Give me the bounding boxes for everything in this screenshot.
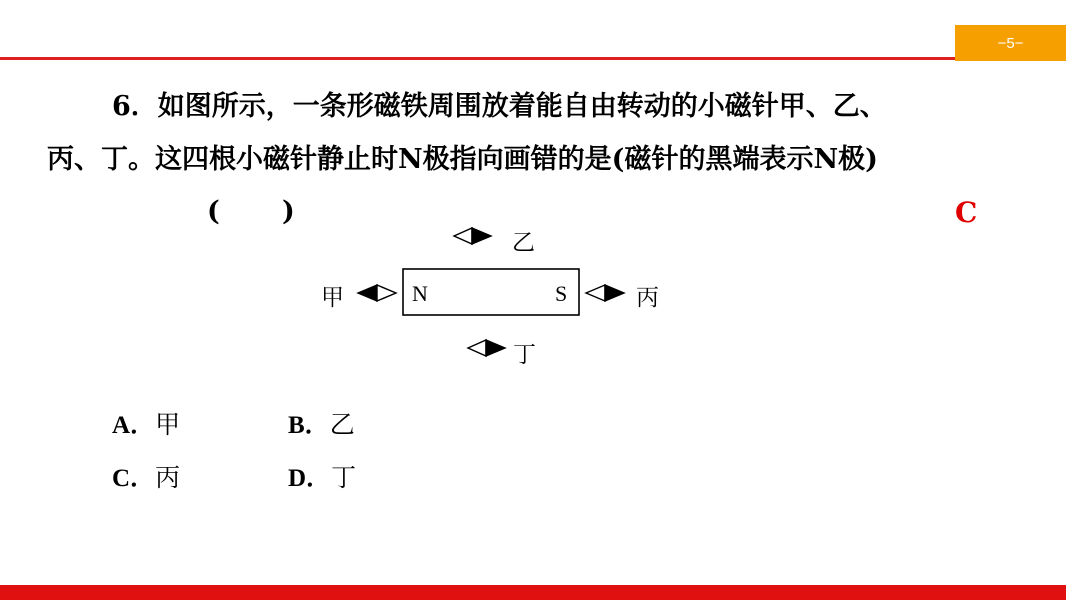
answer-bracket-open: ( — [207, 196, 220, 227]
option-b-letter: B． — [288, 412, 330, 439]
option-b[interactable] — [288, 405, 355, 441]
label-ding: 丁 — [513, 342, 536, 368]
option-a-letter: A． — [112, 412, 156, 439]
compass-needle-ding — [468, 340, 505, 356]
option-c[interactable] — [112, 458, 180, 494]
question-line-1: 6．如图所示，一条形磁铁周围放着能自由转动的小磁针甲、乙、 — [112, 91, 887, 122]
option-d-text: 丁 — [331, 463, 357, 492]
option-d-letter: D． — [288, 465, 332, 492]
compass-needle-yi — [454, 228, 491, 244]
compass-needle-bing — [586, 285, 624, 301]
option-b-text: 乙 — [329, 410, 355, 439]
bar-magnet — [403, 269, 579, 315]
label-jia: 甲 — [321, 285, 344, 311]
answer-key: C — [955, 196, 978, 229]
option-c-text: 丙 — [155, 463, 181, 492]
magnet-s-label: S — [555, 281, 568, 306]
footer-rule — [0, 585, 1066, 600]
compass-needle-jia — [358, 285, 396, 301]
answer-bracket-close: ) — [282, 196, 295, 227]
option-d[interactable] — [288, 458, 356, 494]
question-line-2: 丙、丁。这四根小磁针静止时N极指向画错的是(磁针的黑端表示N极) — [47, 144, 878, 175]
option-c-letter: C． — [112, 465, 156, 492]
page-number-badge: −5− — [955, 25, 1066, 61]
option-a[interactable] — [112, 405, 180, 441]
label-bing: 丙 — [636, 285, 659, 311]
option-a-text: 甲 — [155, 410, 181, 439]
magnet-n-label: N — [412, 281, 428, 306]
label-yi: 乙 — [512, 230, 535, 256]
